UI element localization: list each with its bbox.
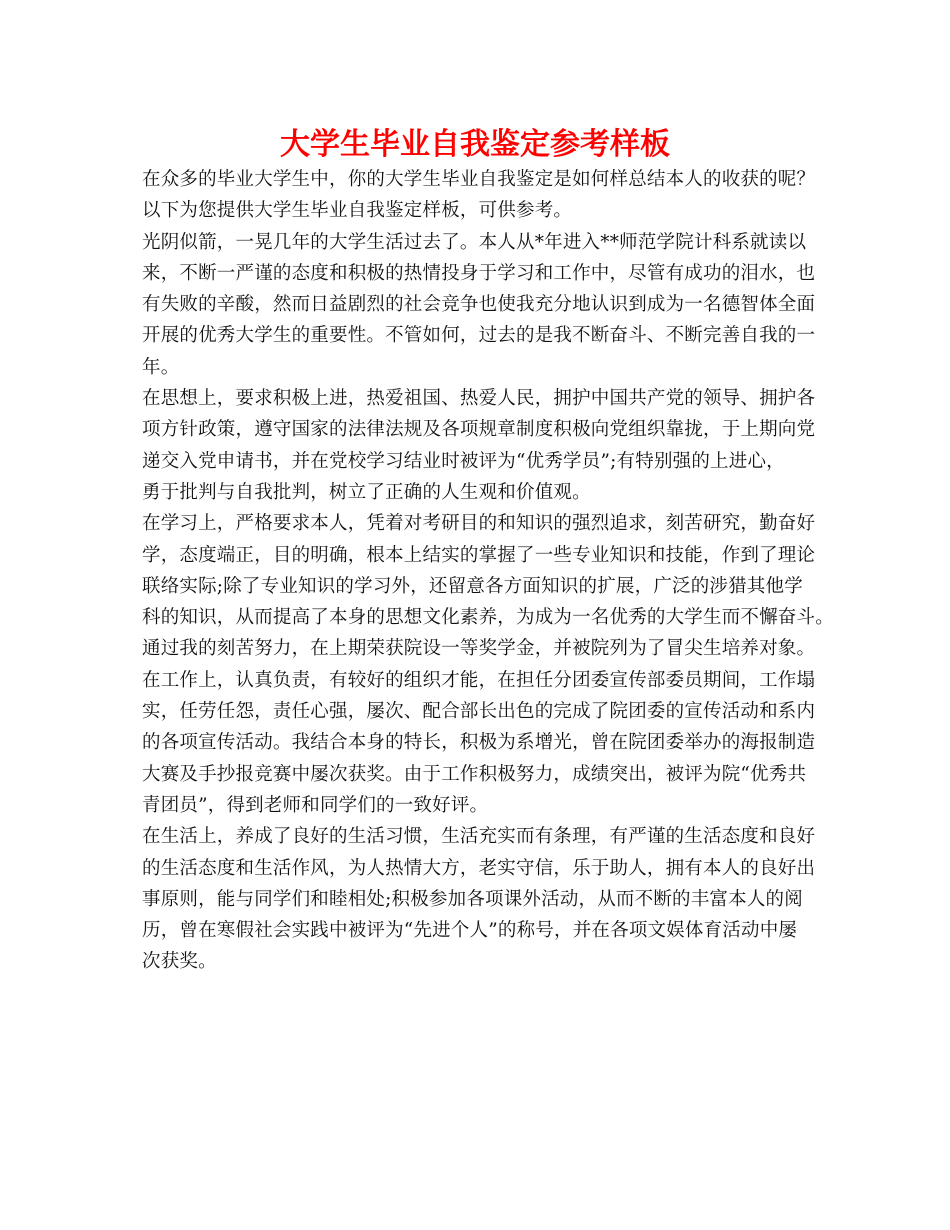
text-line: 科的知识，从而提高了本身的思想文化素养，为成为一名优秀的大学生而不懈奋斗。 xyxy=(142,607,834,629)
text-line: 青团员”，得到老师和同学们的一致好评。 xyxy=(142,794,489,816)
text-line: 递交入党申请书，并在党校学习结业时被评为“优秀学员”;有特别强的上进心， xyxy=(142,450,785,472)
text-line: 通过我的刻苦努力，在上期荣获院设一等奖学金，并被院列为了冒尖生培养对象。 xyxy=(142,638,816,660)
text-line: 实，任劳任怨，责任心强，屡次、配合部长出色的完成了院团委的宣传活动和系内 xyxy=(142,701,816,723)
text-line: 开展的优秀大学生的重要性。不管如何，过去的是我不断奋斗、不断完善自我的一 xyxy=(142,325,816,347)
text-line: 年。 xyxy=(142,356,180,378)
text-line: 学，态度端正，目的明确，根本上结实的掌握了一些专业知识和技能，作到了理论 xyxy=(142,544,816,566)
text-line: 大赛及手抄报竞赛中屡次获奖。由于工作积极努力，成绩突出，被评为院“优秀共 xyxy=(142,763,807,785)
text-line: 光阴似箭，一晃几年的大学生活过去了。本人从*年进入**师范学院计科系就读以 xyxy=(142,231,807,253)
text-line: 有失败的辛酸，然而日益剧烈的社会竞争也使我充分地认识到成为一名德智体全面 xyxy=(142,294,816,316)
document-body xyxy=(142,164,834,978)
text-line: 联络实际;除了专业知识的学习外，还留意各方面知识的扩展，广泛的涉猎其他学 xyxy=(142,575,803,597)
document-title: 大学生毕业自我鉴定参考样板 xyxy=(280,127,670,162)
text-line: 项方针政策，遵守国家的法律法规及各项规章制度积极向党组织靠拢，于上期向党 xyxy=(142,419,816,441)
text-line: 以下为您提供大学生毕业自我鉴定样板，可供参考。 xyxy=(142,200,573,222)
text-line: 来，不断一严谨的态度和积极的热情投身于学习和工作中，尽管有成功的泪水，也 xyxy=(142,262,816,284)
text-line: 勇于批判与自我批判，树立了正确的人生观和价值观。 xyxy=(142,481,591,503)
text-line: 的各项宣传活动。我结合本身的特长，积极为系增光，曾在院团委举办的海报制造 xyxy=(142,732,816,754)
text-line: 在生活上，养成了良好的生活习惯，生活充实而有条理，有严谨的生活态度和良好 xyxy=(142,826,816,848)
text-line: 在众多的毕业大学生中，你的大学生毕业自我鉴定是如何样总结本人的收获的呢？ xyxy=(142,169,816,190)
text-line: 的生活态度和生活作风，为人热情大方，老实守信，乐于助人，拥有本人的良好出 xyxy=(142,857,816,879)
text-line: 在工作上，认真负责，有较好的组织才能，在担任分团委宣传部委员期间，工作塌 xyxy=(142,669,816,691)
text-line: 历，曾在寒假社会实践中被评为“先进个人”的称号，并在各项文娱体育活动中屡 xyxy=(142,920,798,942)
text-line: 在学习上，严格要求本人，凭着对考研目的和知识的强烈追求，刻苦研究，勤奋好 xyxy=(142,513,816,535)
text-line: 事原则，能与同学们和睦相处;积极参加各项课外活动，从而不断的丰富本人的阅 xyxy=(142,888,803,910)
text-line: 次获奖。 xyxy=(142,951,217,973)
text-line: 在思想上，要求积极上进，热爱祖国、热爱人民，拥护中国共产党的领导、拥护各 xyxy=(142,388,816,410)
